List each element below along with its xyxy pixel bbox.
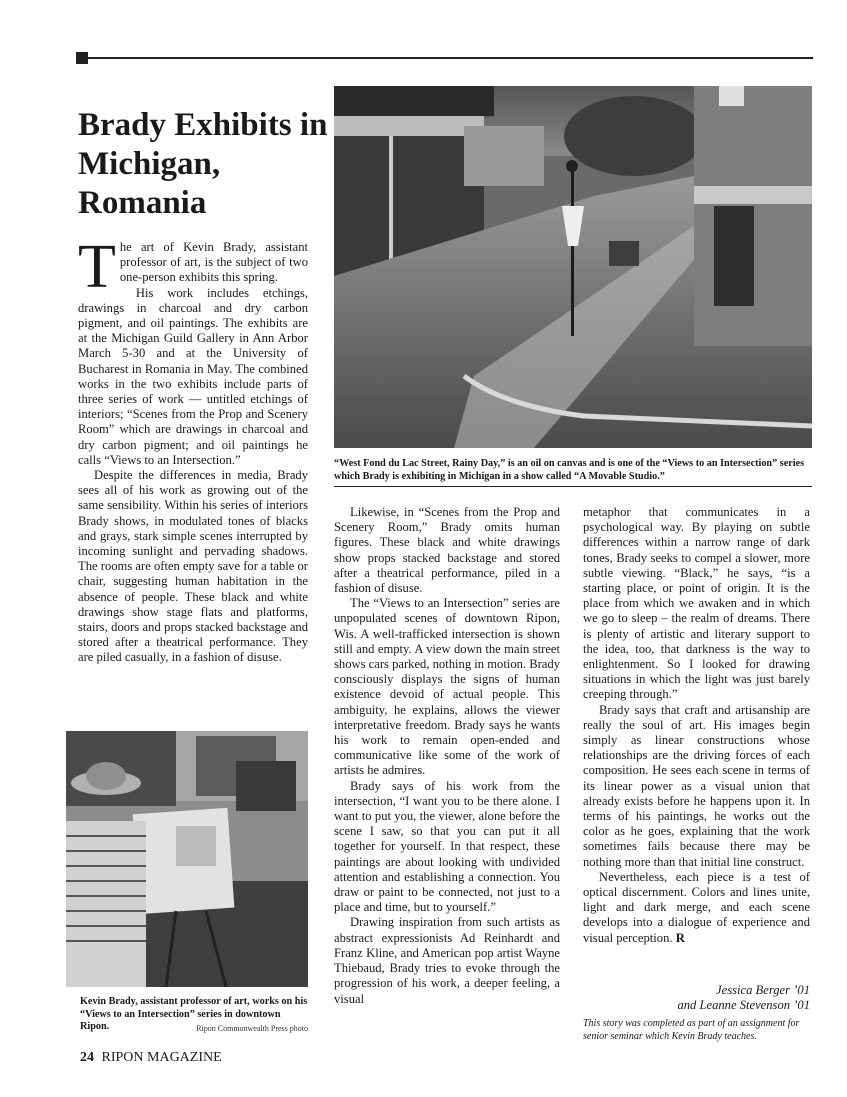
- body-column-3: [583, 505, 810, 946]
- page-number: 24: [80, 1050, 94, 1065]
- body-column-1: [78, 233, 308, 666]
- body-column-2: [334, 505, 560, 1007]
- page-footer: [80, 1050, 222, 1066]
- article-paragraph: Nevertheless, each piece is a test of optical discernment. Colors and lines unite, light and dark merge, and each scene develops into a dialogue of experience and visual perception. R: [583, 869, 810, 945]
- article-title: Brady Exhibits in Michigan, Romania: [78, 107, 328, 221]
- article-paragraph: Despite the differences in media, Brady sees all of his work as growing out of the same sensibility. Within his series of interiors Brady shows, in modulated tones of blacks and grays, stark simple scenes interrupted by incoming sunlight and pervading shadows. The rooms are often empty save for a table or chair, suggesting human habitation in the absence of people. These black and white drawings show stage flats and platforms, stairs, doors and props stacked backstage and stored after a theatrical performance. They are piled casually, in a fashion of disuse.: [78, 468, 308, 665]
- article-paragraph: His work includes etchings, drawings in charcoal and dry carbon pigment, and oil paintings. The exhibits are at the Michigan Guild Gallery in Ann Arbor March 5-30 and at the University of Bucharest in Romania in May. The combined works in the two exhibits include parts of three series of work — untitled etchings of interiors; “Scenes from the Prop and Scenery Room” which are drawings in charcoal and dry carbon pigment; and oil paintings he calls “Views to an Intersection.”: [78, 285, 308, 467]
- drop-cap: T: [78, 233, 116, 301]
- header-rule: [76, 57, 813, 59]
- end-mark: R: [675, 930, 685, 945]
- article-paragraph: The “Views to an Intersection” series are unpopulated scenes of downtown Ripon, Wis. A well-trafficked intersection is shown still and empty. A view down the main street shows cars parked, nothing in motion. Brady consciously displays the signs of human existence devoid of actual people. This ambiguity, he explains, allows the viewer interpretative freedom. Brady says he wants his work to remain open-ended and communicative like some of the work of artists he admires.: [334, 596, 560, 778]
- article-paragraph: The art of Kevin Brady, assistant professor of art, is the subject of two one-person exhibits this spring.: [78, 233, 308, 301]
- photo-credit: Ripon Commonwealth Press photo: [196, 1024, 308, 1033]
- article-paragraph: metaphor that communicates in a psychological way. By playing on subtle differences within a narrow range of dark tones, Brady seeks to compel a slower, more subtle viewing. “Black,” he says, “is a starting place, or point of origin. It is the place from which we awaken and in which we go to sleep – the realm of dreams. There is plenty of artistic and literary support to the idea, too, that darkness is the way to enlightenment. So I looked for drawing situations in which the light was just barely creeping through.”: [583, 505, 810, 702]
- article-paragraph: Drawing inspiration from such artists as abstract expressionists Ad Reinhardt and Franz Kline, and American pop artist Wayne Thiebaud, Brady tries to evoke through the progression of his work, a deeper feeling, a visual: [334, 915, 560, 1006]
- article-paragraph: Likewise, in “Scenes from the Prop and Scenery Room,” Brady omits human figures. These black and white drawings show props stacked backstage and stored after a theatrical performance, piled in a fashion of disuse.: [334, 505, 560, 596]
- magazine-name: RIPON MAGAZINE: [101, 1050, 222, 1065]
- artist-photo: [66, 731, 308, 987]
- article-paragraph: Brady says that craft and artisanship are really the soul of art. His images begin simply as linear constructions whose relationships are the driving forces of each composition. He sees each scene in terms of its linear power as a visual union that already exists before he happens upon it. In terms of his paintings, he works out the color as he goes, explaining that the work sometimes fails because there may be nothing more than that initial line construct.: [583, 702, 810, 869]
- assignment-note: This story was completed as part of an assignment for senior seminar which Kevin Brady teaches.: [583, 1018, 800, 1042]
- article-paragraph: Brady says of his work from the intersection, “I want you to be there alone. I want to put you, the viewer, alone before the scene I saw, so that you can put it all together for yourself. In that respect, these paintings are about looking with undivided attention and establishing a connection. You draw or paint to be connected, not just to a place and time, but to yourself.”: [334, 778, 560, 915]
- byline: Jessica Berger ’01 and Leanne Stevenson ’01: [677, 983, 810, 1013]
- painting-photo: [334, 86, 812, 448]
- painting-caption: “West Fond du Lac Street, Rainy Day,” is an oil on canvas and is one of the “Views to an Intersection” series which Brady is exhibiting in Michigan in a show called “A Movable Studio.”: [334, 458, 812, 487]
- artist-photo-caption: Kevin Brady, assistant professor of art, works on his “Views to an Intersection” series in downtown Ripon. Ripon Commonwealth Press photo: [80, 996, 308, 1036]
